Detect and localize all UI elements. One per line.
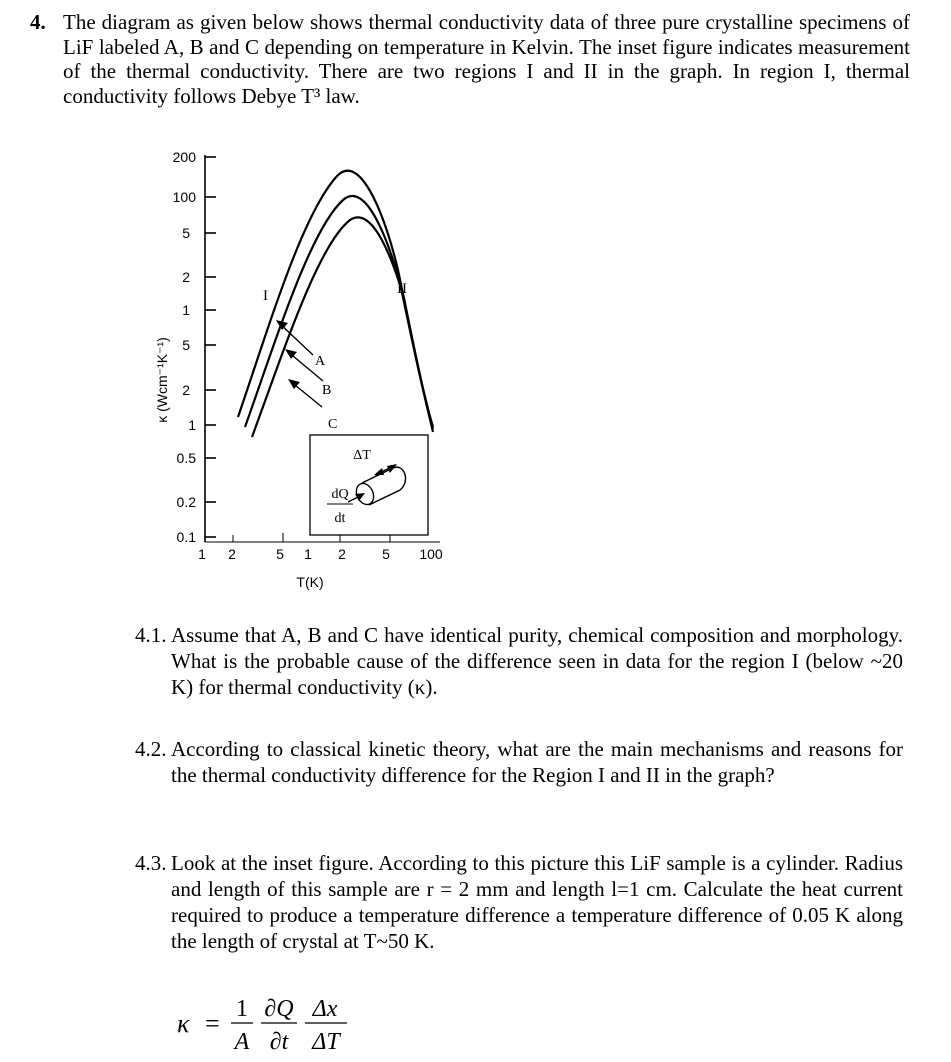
y-tick-5a: 5 <box>182 225 190 241</box>
formula-f3-den: ΔT <box>312 1029 340 1055</box>
x-tick-5b: 5 <box>382 546 390 562</box>
inset-box <box>310 435 428 535</box>
inset-delta-t: ΔT <box>353 448 371 463</box>
y-tick-2b: 2 <box>182 382 190 398</box>
question-text: Assume that A, B and C have identical purity, chemical composition and morphology. What is the probable cause of the difference seen in data for the region I (below ~20 K) for thermal conductivity (κ). <box>171 623 903 699</box>
label-B: B <box>322 383 332 398</box>
conductivity-formula <box>175 990 435 1055</box>
formula-equals: = <box>205 1009 220 1038</box>
inset-dt: dt <box>334 511 346 526</box>
problem-statement <box>30 10 910 108</box>
inset-dq: dQ <box>331 487 349 502</box>
y-tick-0.2: 0.2 <box>176 494 196 510</box>
formula-graphic <box>175 990 435 1055</box>
x-tick-2b: 2 <box>338 546 346 562</box>
x-tick-100: 100 <box>419 546 443 562</box>
region-II-label: II <box>397 281 407 297</box>
y-tick-marks <box>205 157 216 537</box>
y-tick-2a: 2 <box>182 269 190 285</box>
formula-f1-num: 1 <box>236 996 248 1022</box>
problem-number: 4. <box>30 10 46 34</box>
label-C: C <box>328 417 338 432</box>
x-tick-1a: 1 <box>198 546 206 562</box>
curve-labels <box>315 354 337 432</box>
problem-text: The diagram as given below shows thermal conductivity data of three pure crystalline specimens of LiF labeled A, B and C depending on temperature in Kelvin. The inset figure indicates measurement of the thermal conductivity. There are two regions I and II in the graph. In region I, thermal conductivity follows Debye T³ law. <box>63 10 910 108</box>
x-tick-labels <box>198 546 443 562</box>
formula-kappa: κ <box>177 1009 190 1038</box>
question-4-2 <box>135 736 903 788</box>
region-I-label: I <box>263 288 268 304</box>
question-4-3 <box>135 850 903 954</box>
y-tick-0.1: 0.1 <box>176 529 196 545</box>
region-labels <box>263 281 407 304</box>
question-number: 4.3. <box>135 851 167 875</box>
x-tick-2a: 2 <box>228 546 236 562</box>
y-tick-1b: 1 <box>188 417 196 433</box>
formula-f1-den: A <box>234 1029 250 1055</box>
label-A: A <box>315 354 326 369</box>
y-tick-200: 200 <box>172 149 196 165</box>
formula-f2-num: ∂Q <box>264 996 294 1022</box>
x-axis-label: T(K) <box>296 574 324 590</box>
thermal-conductivity-figure <box>150 145 470 595</box>
y-tick-100: 100 <box>172 189 196 205</box>
question-text: Look at the inset figure. According to this picture this LiF sample is a cylinder. Radius and length of this sample are r = 2 mm and length l=1 cm. Calculate the heat current required to produce a temperature difference a temperature difference of 0.05 K along the length of crystal at T~50 K. <box>171 851 903 953</box>
question-text: According to classical kinetic theory, what are the main mechanisms and reasons for the thermal conductivity difference for the Region I and II in the graph? <box>171 737 903 787</box>
figure-graphic <box>150 145 470 595</box>
y-tick-5b: 5 <box>182 337 190 353</box>
x-tick-5a: 5 <box>276 546 284 562</box>
formula-f3-num: Δx <box>312 996 338 1022</box>
y-tick-labels <box>173 149 197 545</box>
y-tick-0.5: 0.5 <box>176 450 196 466</box>
x-tick-1b: 1 <box>304 546 312 562</box>
y-axis-label: κ (Wcm⁻¹K⁻¹) <box>154 337 170 423</box>
question-number: 4.1. <box>135 623 167 647</box>
y-tick-1a: 1 <box>182 302 190 318</box>
question-4-1 <box>135 622 903 700</box>
question-number: 4.2. <box>135 737 167 761</box>
formula-f2-den: ∂t <box>269 1029 289 1055</box>
